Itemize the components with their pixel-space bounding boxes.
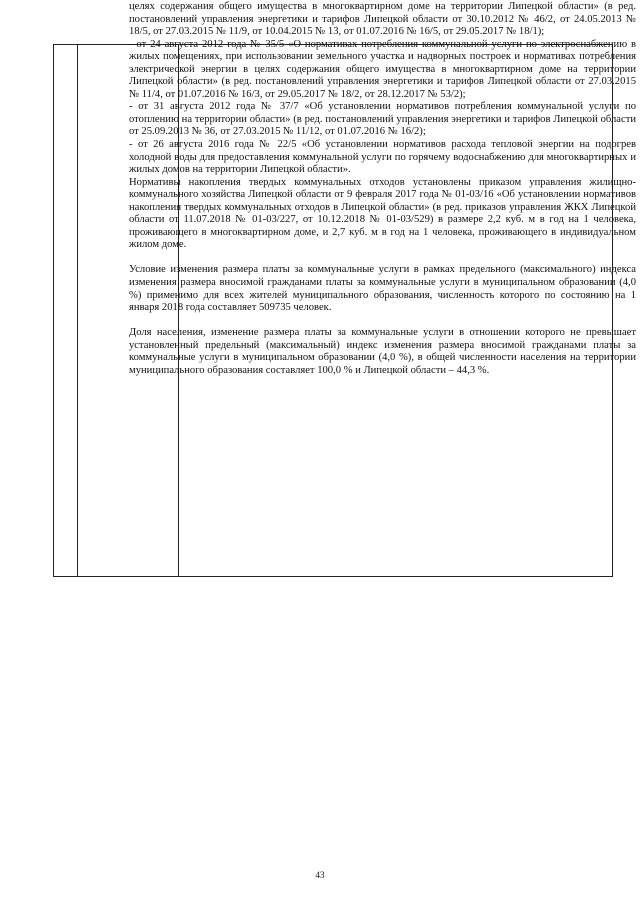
paragraph-population-share: Доля населения, изменение размера платы за коммунальные услуги в отношении которого не превышает установленный предельный (максимальный) индекс изменения размера вносимой гражданами платы за коммунальные услуги в муниципальном образовании (4,0 %), в общей численности населения на территории муниципального образования составляет 100,0 % и Липецкой области – 44,3 %. <box>129 327 636 376</box>
paragraph-continuation: целях содержания общего имущества в многоквартирном доме на территории Липецкой области» (в ред. постановлений управления энергетики и тарифов Липецкой области от 30.10.2012 № 46/2, от 24.05.2013 № 18/5, от 27.03.2015 № 11/9, от 10.04.2015 № 13, от 01.07.2016 № 16/5, от 29.05.2017 № 18/1); <box>129 1 636 38</box>
table-column-divider-1 <box>77 45 78 576</box>
page-number: 43 <box>315 870 325 880</box>
paragraph-payment-condition: Условие изменения размера платы за коммунальные услуги в рамках предельного (максимального) индекса изменения размера вносимой гражданами платы за коммунальные услуги в муниципальном образовании (4,0 %) применимо для всех жителей муниципального образования, численность которого по состоянию на 1 января 2018 года составляет 509735 человек. <box>129 264 636 314</box>
paragraph-heating-norms: - от 31 августа 2012 года № 37/7 «Об установлении нормативов потребления коммунальной услуги по отоплению на территории области» (в ред. постановлений управления энергетики и тарифов Липецкой области от 25.09.2013 № 36, от 27.03.2015 № 11/12, от 01.07.2016 № 16/2); <box>129 101 636 138</box>
paragraph-electricity-norms: - от 24 августа 2012 года № 35/5 «О нормативах потребления коммунальной услуги по электроснабжению в жилых помещениях, при использовании земельного участка и надворных построек и нормативах потребления электрической энергии в целях содержания общего имущества в многоквартирном доме на территории Липецкой области» (в ред. постановлений управления энергетики и тарифов Липецкой области от 27.03.2015 № 11/4, от 01.07.2016 № 16/3, от 29.05.2017 № 18/2, от 28.12.2017 № 53/2); <box>129 38 636 100</box>
paragraph-hot-water-norms: - от 26 августа 2016 года № 22/5 «Об установлении нормативов расхода тепловой энергии на подогрев холодной воды для предоставления коммунальной услуги по горячему водоснабжению для многоквартирных и жилых домов на территории Липецкой области». <box>129 139 636 176</box>
table-cell-content <box>129 1 636 377</box>
paragraph-waste-norms: Нормативы накопления твердых коммунальных отходов установлены приказом управления жилищно-коммунального хозяйства Липецкой области от 9 февраля 2017 года № 01-03/16 «Об установлении нормативов накопления твердых коммунальных отходов в Липецкой области» (в ред. приказов управления ЖКХ Липецкой области от 11.07.2018 № 01-03/227, от 10.12.2018 № 01-03/529) в размере 2,2 куб. м в год на 1 человека, проживающего в многоквартирном доме, и 2,7 куб. м в год на 1 человека, проживающего в индивидуальном жилом доме. <box>129 176 636 251</box>
